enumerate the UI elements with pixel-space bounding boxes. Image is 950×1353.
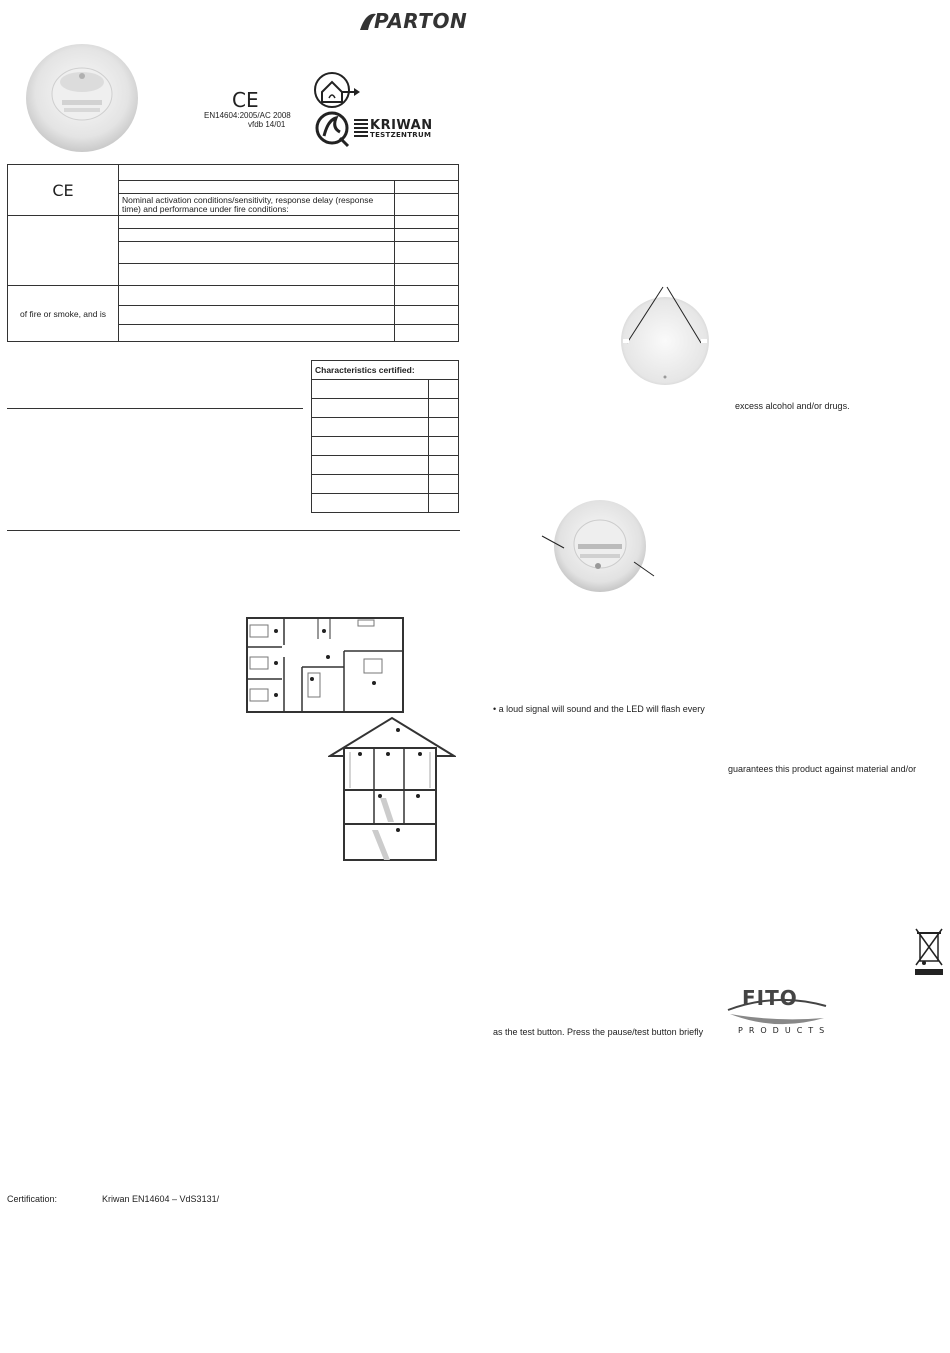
ce-fire-cell	[8, 286, 119, 342]
characteristics-table	[311, 360, 459, 513]
ce-row-9-value	[395, 306, 459, 325]
cert-row-value	[429, 475, 459, 494]
parton-logo	[358, 8, 468, 34]
ce-cell	[8, 165, 119, 216]
ce-row-5-value	[395, 229, 459, 242]
ce-row-nominal-value	[395, 194, 459, 216]
certification-label: Certification:	[7, 1194, 58, 1204]
fito-logo	[724, 984, 830, 1042]
detector-side-diagram	[540, 496, 658, 596]
smoke-detector-photo	[24, 42, 142, 154]
cert-row-value	[429, 418, 459, 437]
ce-row-2-value	[395, 181, 459, 194]
fito-wordmark: FITO	[742, 986, 798, 1010]
ce-group-2	[8, 216, 119, 286]
ce-declaration-table	[7, 164, 459, 342]
ce-row-7-value	[395, 264, 459, 286]
loud-signal-text: • a loud signal will sound and the LED will flash every	[493, 704, 705, 714]
cert-row-value	[429, 399, 459, 418]
cert-row-value	[429, 494, 459, 513]
cert-row	[312, 399, 429, 418]
ce-row-6-value	[395, 242, 459, 264]
parton-wordmark: PARTON	[374, 9, 468, 33]
ce-row-4	[119, 216, 395, 229]
ce-row-6	[119, 242, 395, 264]
cert-row-value	[429, 380, 459, 399]
test-button-text: as the test button. Press the pause/test button briefly	[493, 1027, 704, 1037]
cert-row	[312, 437, 429, 456]
ce-row-5	[119, 229, 395, 242]
characteristics-title: Characteristics certified:	[312, 361, 459, 380]
cert-row	[312, 494, 429, 513]
ce-row-10-value	[395, 325, 459, 342]
ce-row-1	[119, 165, 459, 181]
cert-row-value	[429, 456, 459, 475]
certification-value: Kriwan EN14604 – VdS3131/	[102, 1194, 220, 1204]
cert-row	[312, 456, 429, 475]
ce-mark: CE	[232, 88, 259, 112]
kriwan-q-icon	[314, 110, 354, 148]
kriwan-wordmark: KRIWAN	[370, 118, 433, 133]
ce-row-nominal: Nominal activation conditions/sensitivity, response delay (response time) and performance under fire conditions:	[119, 194, 395, 216]
ce-row-8	[119, 286, 395, 306]
standard-line-2: vfdb 14/01	[248, 120, 286, 129]
ce-row-9	[119, 306, 395, 325]
floor-plan-diagram	[246, 617, 404, 713]
alcohol-text: excess alcohol and/or drugs.	[735, 401, 850, 411]
kriwan-logo	[314, 110, 439, 148]
standard-line-1: EN14604:2005/AC 2008	[204, 111, 291, 120]
cert-row	[312, 380, 429, 399]
weee-bin-icon	[912, 927, 946, 977]
ce-row-4-value	[395, 216, 459, 229]
guarantee-text: guarantees this product against material and/or	[728, 764, 917, 774]
house-section-diagram	[328, 716, 456, 862]
ce-row-7	[119, 264, 395, 286]
ce-fire-text: of fire or smoke, and is	[20, 308, 106, 319]
ceiling-detector-diagram	[615, 285, 715, 387]
ce-table-mark: CE	[52, 180, 74, 200]
divider-left	[7, 408, 303, 409]
fito-subtext: PRODUCTS	[738, 1026, 831, 1035]
divider-full	[7, 530, 460, 531]
ce-row-10	[119, 325, 395, 342]
cert-row	[312, 418, 429, 437]
kriwan-subtext: TESTZENTRUM	[370, 131, 432, 139]
house-exit-icon	[314, 70, 362, 110]
ce-row-8-value	[395, 286, 459, 306]
ce-row-2	[119, 181, 395, 194]
cert-row	[312, 475, 429, 494]
cert-row-value	[429, 437, 459, 456]
